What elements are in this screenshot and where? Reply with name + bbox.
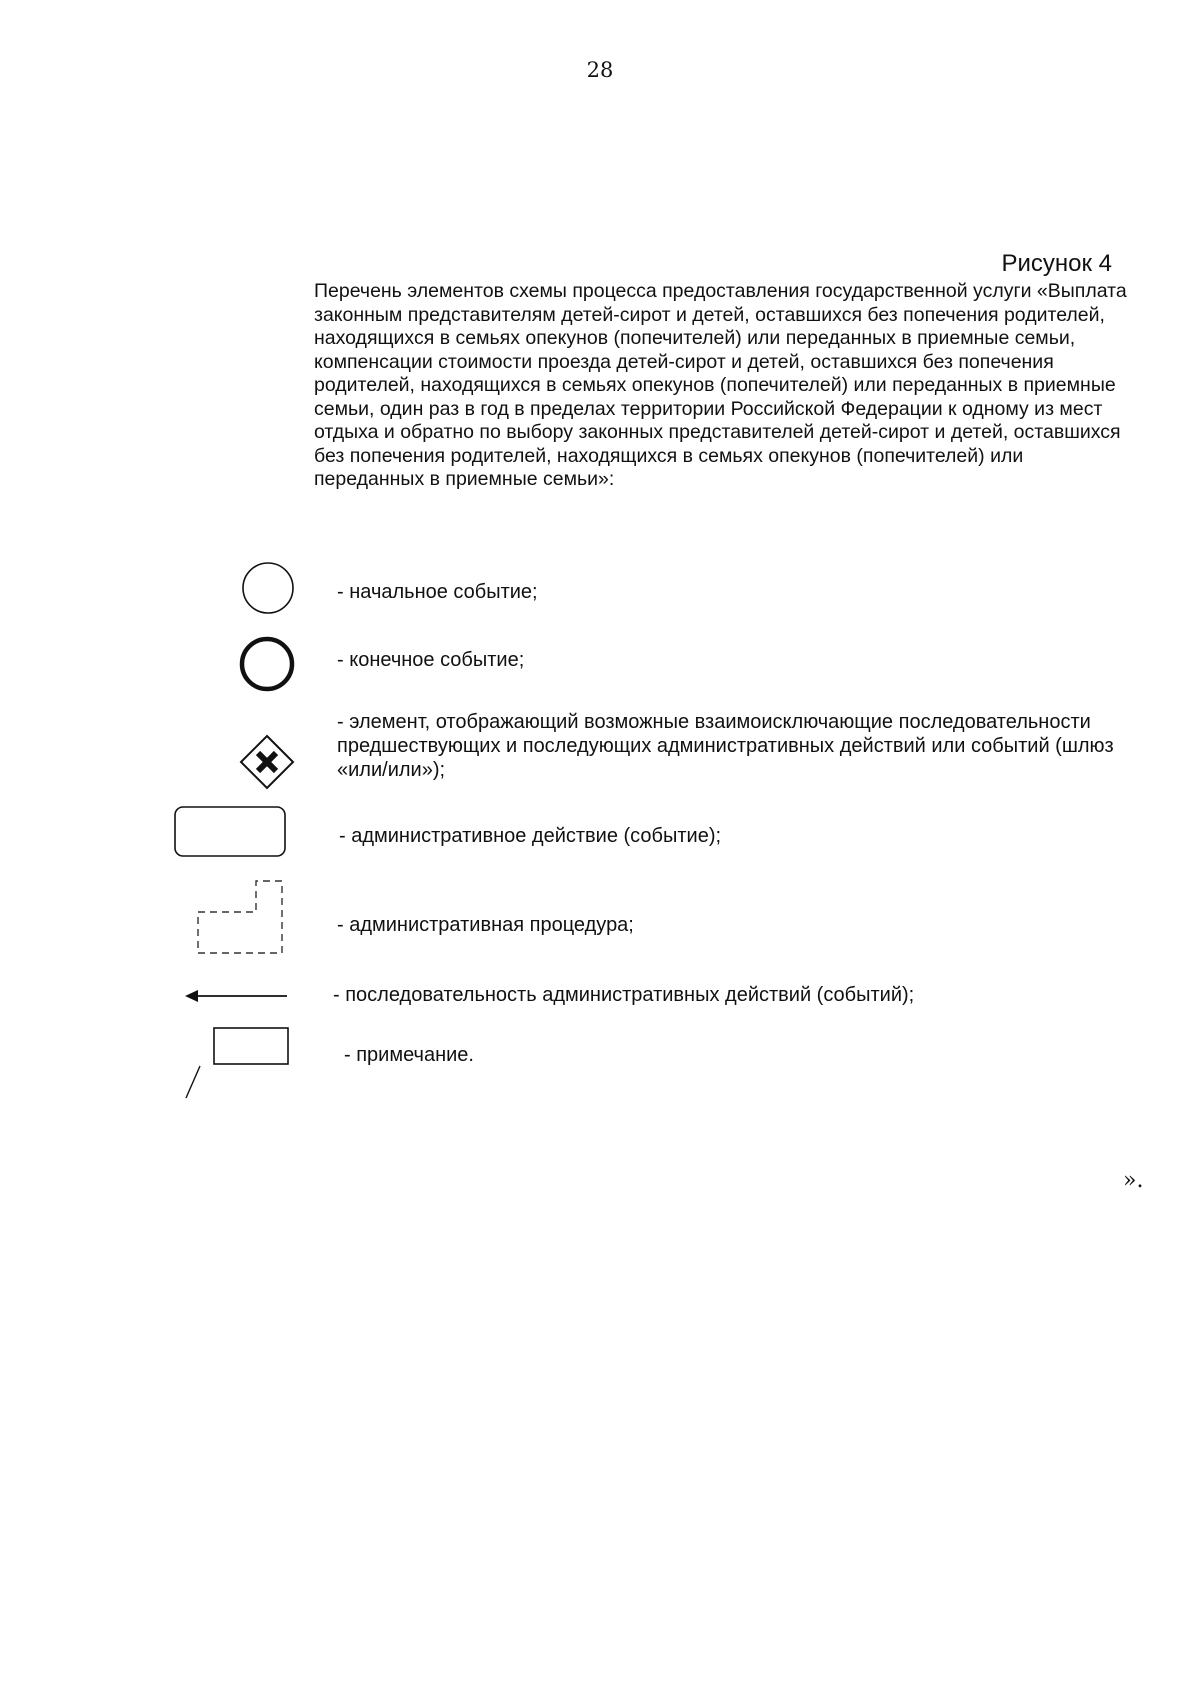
legend-item-admin-procedure: - административная процедура; — [337, 914, 634, 936]
thick-circle-icon — [238, 635, 296, 693]
rounded-rectangle-icon — [173, 805, 289, 859]
intro-text: Перечень элементов схемы процесса предоставления государственной услуги «Выплата законным представителям детей-сирот и детей, оставшихся без попечения родителей, находящихся в семьях опекунов (попечителей) или переданных в приемные семьи, компенсации стоимости проезда детей-сирот и детей, оставшихся без попечения родителей, находящихся в семьях опекунов (попечителей) или переданных в приемные семьи, один раз в год в пределах территории Российской Федерации к одному из мест отдыха и обратно по выбору законных представителей детей-сирот и детей, оставшихся без попечения родителей, находящихся в семьях опекунов (попечителей) или переданных в приемные семьи»: — [314, 280, 1127, 490]
annotation-icon — [178, 1026, 292, 1102]
closing-quote: ». — [1123, 1168, 1144, 1193]
exclusive-gateway-icon — [238, 733, 296, 791]
legend-item-end-event: - конечное событие; — [337, 649, 525, 671]
legend-item-note: - примечание. — [344, 1044, 474, 1066]
arrow-left-icon — [183, 986, 289, 1006]
legend-item-sequence: - последовательность административных действий (событий); — [333, 984, 915, 1006]
dashed-procedure-icon — [193, 876, 287, 956]
legend-item-gateway: - элемент, отображающий возможные взаимоисключающие последовательности предшествующих и последующих административных действий или событий (шлюз «или/или»); — [337, 711, 1114, 781]
legend-item-start-event: - начальное событие; — [337, 581, 538, 603]
legend-item-admin-action: - административное действие (событие); — [339, 825, 722, 847]
figure-label: Рисунок 4 — [1001, 250, 1112, 277]
page-number: 28 — [586, 58, 614, 82]
thin-circle-icon — [240, 560, 296, 616]
